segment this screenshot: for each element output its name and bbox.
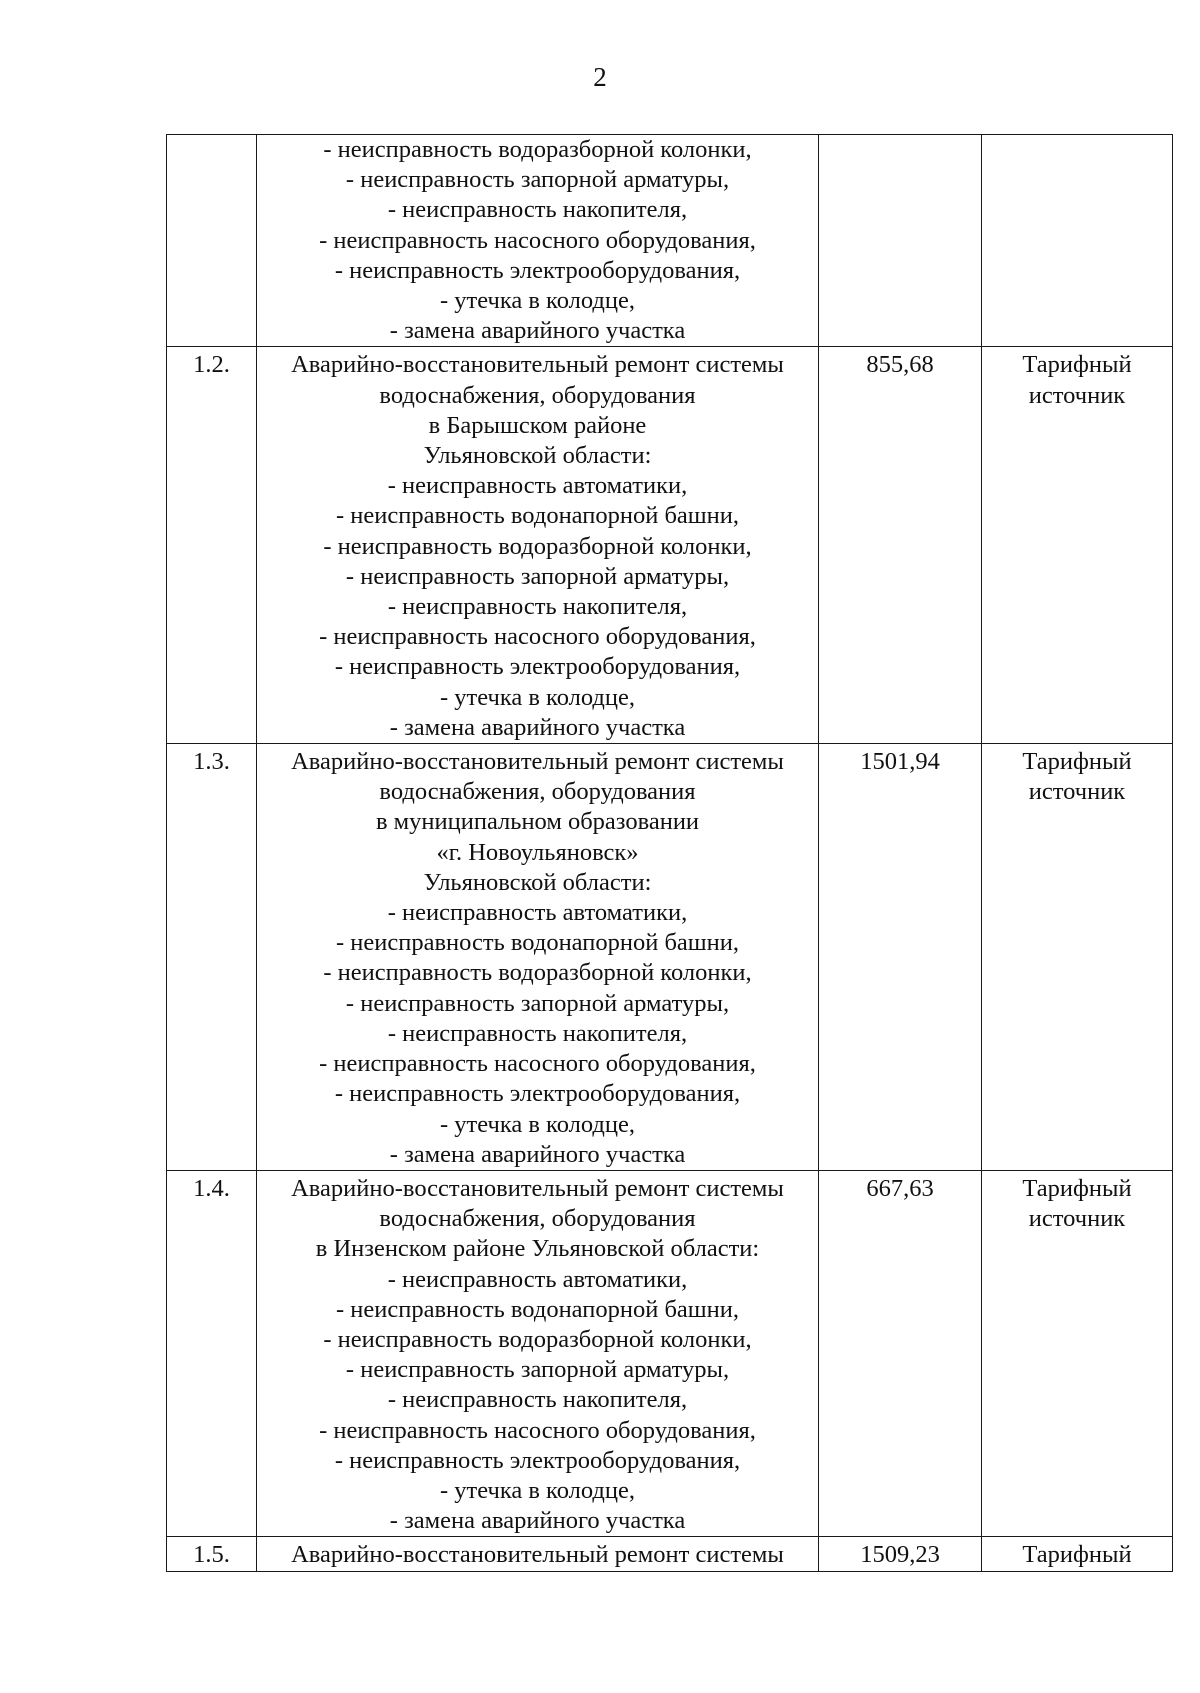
description-line: - неисправность накопителя, bbox=[387, 1386, 688, 1414]
description-line: - неисправность автоматики, bbox=[387, 1265, 688, 1293]
table-row bbox=[167, 347, 1173, 744]
source-line: Тарифный bbox=[1022, 748, 1132, 776]
page-number: 2 bbox=[593, 62, 607, 92]
description-line: - неисправность водонапорной башни, bbox=[336, 1295, 739, 1323]
description-line: Ульяновской области: bbox=[423, 442, 652, 470]
table-row bbox=[167, 744, 1173, 1171]
description-line: - неисправность электрооборудования, bbox=[334, 256, 741, 284]
row-number-cell: 1.2. bbox=[167, 347, 257, 744]
description-cell bbox=[257, 1537, 819, 1571]
description-line: в муниципальном образовании bbox=[375, 808, 700, 836]
description-line: Аварийно-восстановительный ремонт системы bbox=[291, 1174, 784, 1202]
description-line: Аварийно-восстановительный ремонт системы bbox=[291, 351, 784, 379]
description-line: - неисправность электрооборудования, bbox=[334, 653, 741, 681]
description-line: водоснабжения, оборудования bbox=[379, 778, 696, 806]
description-line: - неисправность насосного оборудования, bbox=[319, 623, 756, 651]
source-line: источник bbox=[1028, 381, 1126, 409]
description-line: Аварийно-восстановительный ремонт системы bbox=[291, 748, 784, 776]
description-cell bbox=[257, 1170, 819, 1536]
description-line: в Инзенском районе Ульяновской области: bbox=[315, 1235, 760, 1263]
row-number-cell: 1.4. bbox=[167, 1170, 257, 1536]
table-row bbox=[167, 1537, 1173, 1571]
row-number-cell bbox=[167, 135, 257, 347]
source-cell bbox=[982, 135, 1173, 347]
description-line: - неисправность накопителя, bbox=[387, 593, 688, 621]
row-number-cell: 1.5. bbox=[167, 1537, 257, 1571]
description-line: - неисправность накопителя, bbox=[387, 1019, 688, 1047]
works-table bbox=[166, 134, 1173, 1572]
description-line: - неисправность насосного оборудования, bbox=[319, 226, 756, 254]
description-line: - неисправность электрооборудования, bbox=[334, 1446, 741, 1474]
description-cell bbox=[257, 744, 819, 1171]
source-cell bbox=[982, 1170, 1173, 1536]
description-line: водоснабжения, оборудования bbox=[379, 381, 696, 409]
description-line: - замена аварийного участка bbox=[389, 1507, 686, 1535]
description-line: - неисправность насосного оборудования, bbox=[319, 1050, 756, 1078]
description-line: - неисправность накопителя, bbox=[387, 196, 688, 224]
description-line: - утечка в колодце, bbox=[440, 683, 635, 711]
description-line: - утечка в колодце, bbox=[440, 287, 635, 315]
source-cell bbox=[982, 347, 1173, 744]
description-line: - замена аварийного участка bbox=[389, 317, 686, 345]
description-line: - неисправность запорной арматуры, bbox=[345, 562, 730, 590]
amount-cell bbox=[819, 135, 982, 347]
description-line: - замена аварийного участка bbox=[389, 713, 686, 741]
source-cell bbox=[982, 1537, 1173, 1571]
description-line: - неисправность автоматики, bbox=[387, 472, 688, 500]
description-line: - неисправность автоматики, bbox=[387, 899, 688, 927]
amount-cell: 1501,94 bbox=[819, 744, 982, 1171]
description-line: - неисправность водоразборной колонки, bbox=[323, 959, 752, 987]
description-line: - неисправность водонапорной башни, bbox=[336, 929, 739, 957]
description-line: - неисправность электрооборудования, bbox=[334, 1080, 741, 1108]
source-line: источник bbox=[1028, 778, 1126, 806]
source-cell bbox=[982, 744, 1173, 1171]
source-line: Тарифный bbox=[1022, 351, 1132, 379]
description-line: - неисправность запорной арматуры, bbox=[345, 166, 730, 194]
description-line: - неисправность запорной арматуры, bbox=[345, 989, 730, 1017]
description-line: «г. Новоульяновск» bbox=[436, 838, 639, 866]
description-line: - неисправность водоразборной колонки, bbox=[323, 532, 752, 560]
source-line: Тарифный bbox=[1022, 1541, 1132, 1569]
description-line: - неисправность водонапорной башни, bbox=[336, 502, 739, 530]
description-line: Ульяновской области: bbox=[423, 868, 652, 896]
table-row bbox=[167, 1170, 1173, 1536]
source-line: Тарифный bbox=[1022, 1174, 1132, 1202]
description-line: в Барышском районе bbox=[428, 411, 647, 439]
description-line: - утечка в колодце, bbox=[440, 1476, 635, 1504]
description-line: - утечка в колодце, bbox=[440, 1110, 635, 1138]
description-line: Аварийно-восстановительный ремонт системы bbox=[291, 1541, 784, 1569]
description-cell bbox=[257, 347, 819, 744]
description-line: - неисправность водоразборной колонки, bbox=[323, 136, 752, 163]
description-line: - замена аварийного участка bbox=[389, 1140, 686, 1168]
row-number-cell: 1.3. bbox=[167, 744, 257, 1171]
description-line: - неисправность водоразборной колонки, bbox=[323, 1325, 752, 1353]
description-line: - неисправность запорной арматуры, bbox=[345, 1356, 730, 1384]
amount-cell: 667,63 bbox=[819, 1170, 982, 1536]
source-line: источник bbox=[1028, 1205, 1126, 1233]
amount-cell: 855,68 bbox=[819, 347, 982, 744]
table-row bbox=[167, 135, 1173, 347]
description-line: - неисправность насосного оборудования, bbox=[319, 1416, 756, 1444]
description-line: водоснабжения, оборудования bbox=[379, 1205, 696, 1233]
amount-cell: 1509,23 bbox=[819, 1537, 982, 1571]
description-cell bbox=[257, 135, 819, 347]
